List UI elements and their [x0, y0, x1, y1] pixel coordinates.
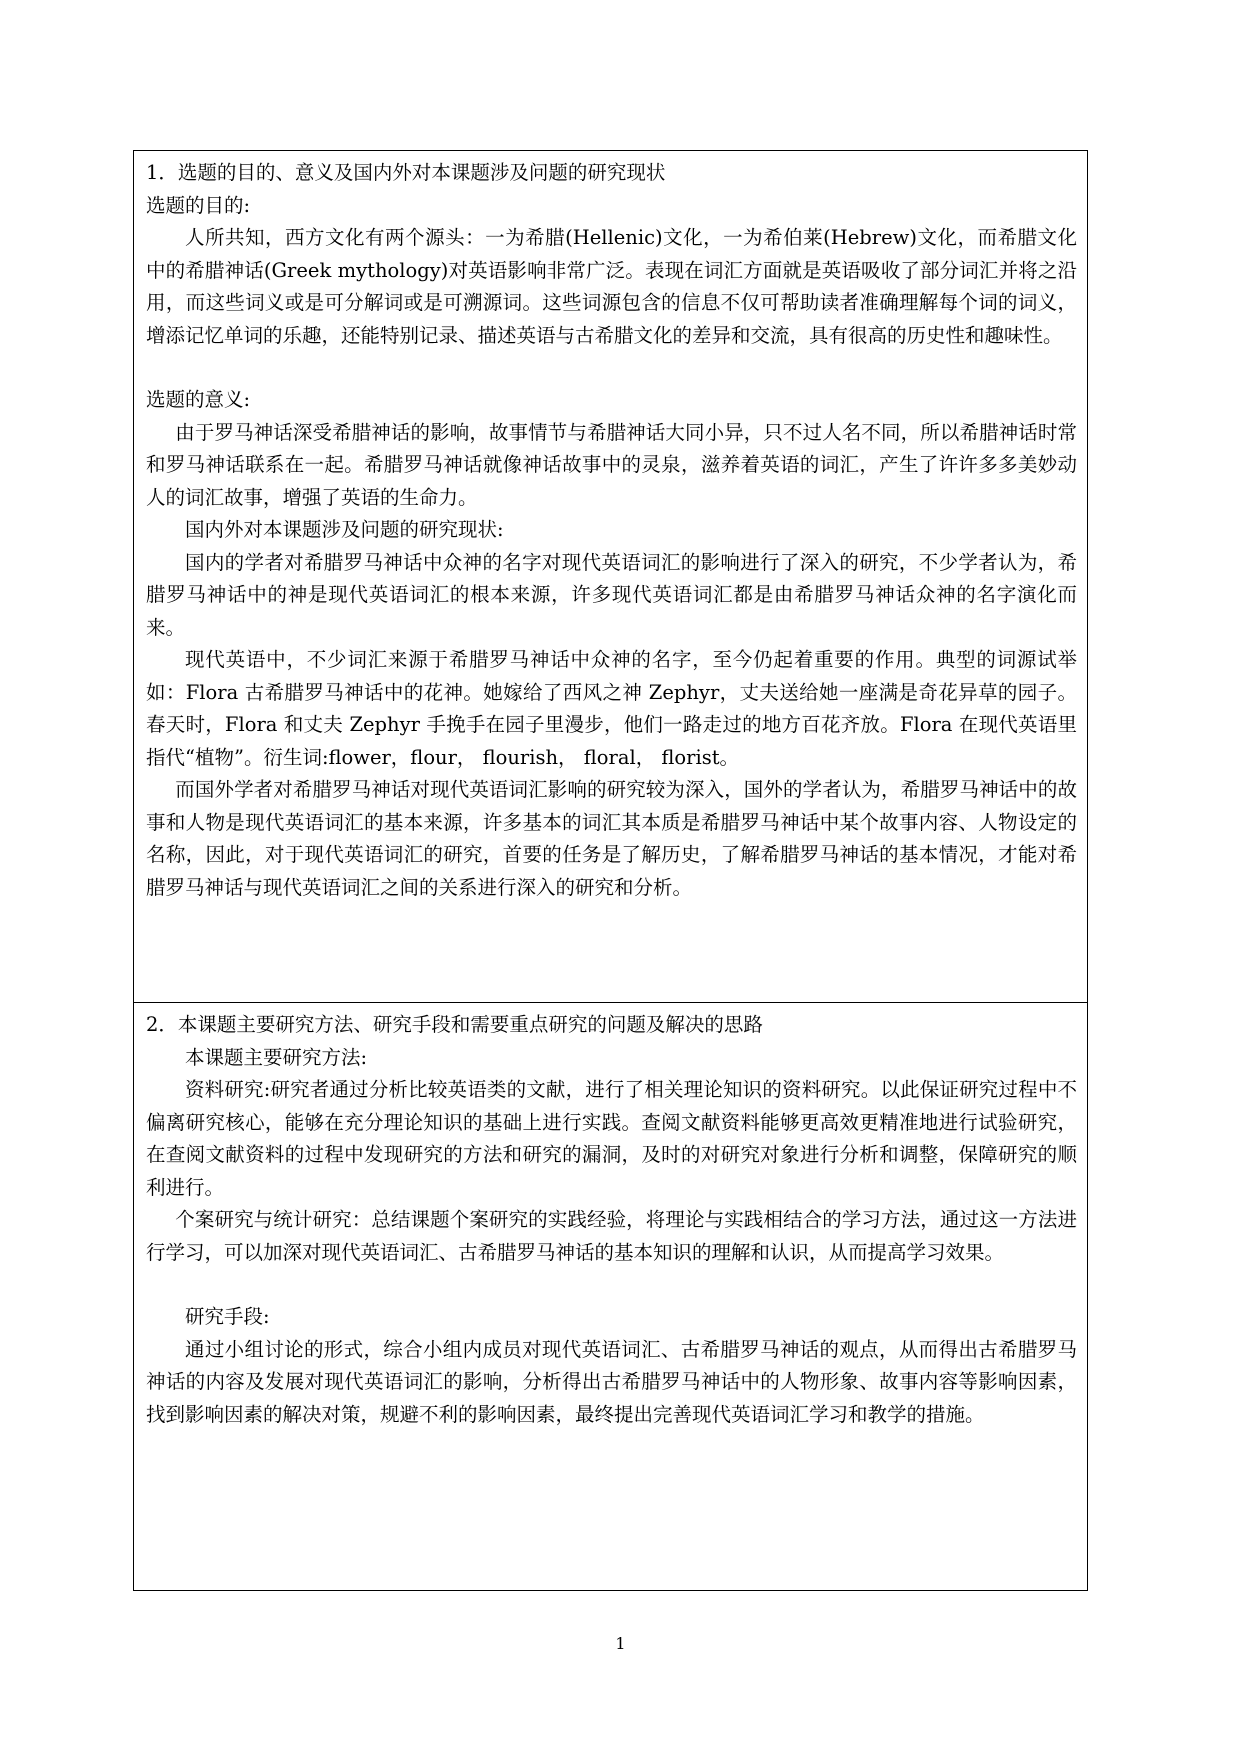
section-2-heading: 2．本课题主要研究方法、研究手段和需要重点研究的问题及解决的思路 — [146, 1013, 763, 1036]
methods-label: 本课题主要研究方法: — [185, 1045, 368, 1069]
means-label: 研究手段: — [185, 1305, 270, 1328]
spacer — [146, 1269, 1077, 1301]
methods-literature-paragraph: 资料研究:研究者通过分析比较英语类的文献，进行了相关理论知识的资料研究。以此保证研究过程中不偏离研究核心，能够在充分理论知识的基础上进行实践。查阅文献资料能够更高效更精准地进行试验研究，在查阅文献资料的过程中发现研究的方法和研究的漏洞，及时的对研究对象进行分析和调整，保障研究的顺利进行。 — [146, 1078, 1077, 1199]
page-number: 1 — [615, 1634, 626, 1653]
methods-case-study-paragraph: 个案研究与统计研究：总结课题个案研究的实践经验，将理论与实践相结合的学习方法，通过这一方法进行学习，可以加深对现代英语词汇、古希腊罗马神话的基本知识的理解和认识，从而提高学习效果。 — [146, 1208, 1077, 1264]
research-status-foreign-paragraph: 而国外学者对希腊罗马神话对现代英语词汇影响的研究较为深入，国外的学者认为，希腊罗马神话中的故事和人物是现代英语词汇的基本来源，许多基本的词汇其本质是希腊罗马神话中某个故事内容、人物设定的名称，因此，对于现代英语词汇的研究，首要的任务是了解历史，了解希腊罗马神话的基本情况，才能对希腊罗马神话与现代英语词汇之间的关系进行深入的研究和分析。 — [146, 778, 1077, 899]
research-status-domestic-paragraph: 国内的学者对希腊罗马神话中众神的名字对现代英语词汇的影响进行了深入的研究，不少学者认为，希腊罗马神话中的神是现代英语词汇的根本来源，许多现代英语词汇都是由希腊罗马神话众神的名字演化而来。 — [146, 550, 1077, 639]
purpose-paragraph: 人所共知，西方文化有两个源头：一为希腊(Hellenic)文化，一为希伯莱(Hebrew)文化，而希腊文化中的希腊神话(Greek mythology)对英语影响非常广泛。表现在词汇方面就是英语吸收了部分词汇并将之沿用，而这些词义或是可分解词或是可溯源词。这些词源包含的信息不仅可帮助读者准确理解每个词的词义，增添记忆单词的乐趣，还能特别记录、描述英语与古希腊文化的差异和交流，具有很高的历史性和趣味性。 — [146, 226, 1077, 347]
means-paragraph: 通过小组讨论的形式，综合小组内成员对现代英语词汇、古希腊罗马神话的观点，从而得出古希腊罗马神话的内容及发展对现代英语词汇的影响，分析得出古希腊罗马神话中的人物形象、故事内容等影响因素，找到影响因素的解决对策，规避不利的影响因素，最终提出完善现代英语词汇学习和教学的措施。 — [146, 1337, 1077, 1426]
purpose-label: 选题的目的: — [146, 193, 251, 217]
research-status-label: 国内外对本课题涉及问题的研究现状: — [185, 518, 504, 541]
proposal-table — [133, 150, 1088, 1591]
research-status-example-paragraph: 现代英语中，不少词汇来源于希腊罗马神话中众神的名字，至今仍起着重要的作用。典型的词源试举如：Flora 古希腊罗马神话中的花神。她嫁给了西风之神 Zephyr，丈夫送给她一座满是奇花异草的园子。春天时，Flora 和丈夫 Zephyr 手挽手在园子里漫步，他们一路走过的地方百花齐放。Flora 在现代英语里指代“植物”。衍生词:flower，flour， flourish， floral， florist。 — [146, 648, 1077, 769]
section-purpose-significance-status — [134, 151, 1088, 1003]
section-methods-means — [134, 1003, 1088, 1591]
significance-paragraph: 由于罗马神话深受希腊神话的影响，故事情节与希腊神话大同小异，只不过人名不同，所以希腊神话时常和罗马神话联系在一起。希腊罗马神话就像神话故事中的灵泉，滋养着英语的词汇，产生了许许多多美妙动人的词汇故事，增强了英语的生命力。 — [146, 420, 1077, 509]
spacer — [146, 352, 1077, 384]
significance-label: 选题的意义: — [146, 388, 251, 411]
section-1-heading: 1．选题的目的、意义及国内外对本课题涉及问题的研究现状 — [146, 161, 666, 184]
